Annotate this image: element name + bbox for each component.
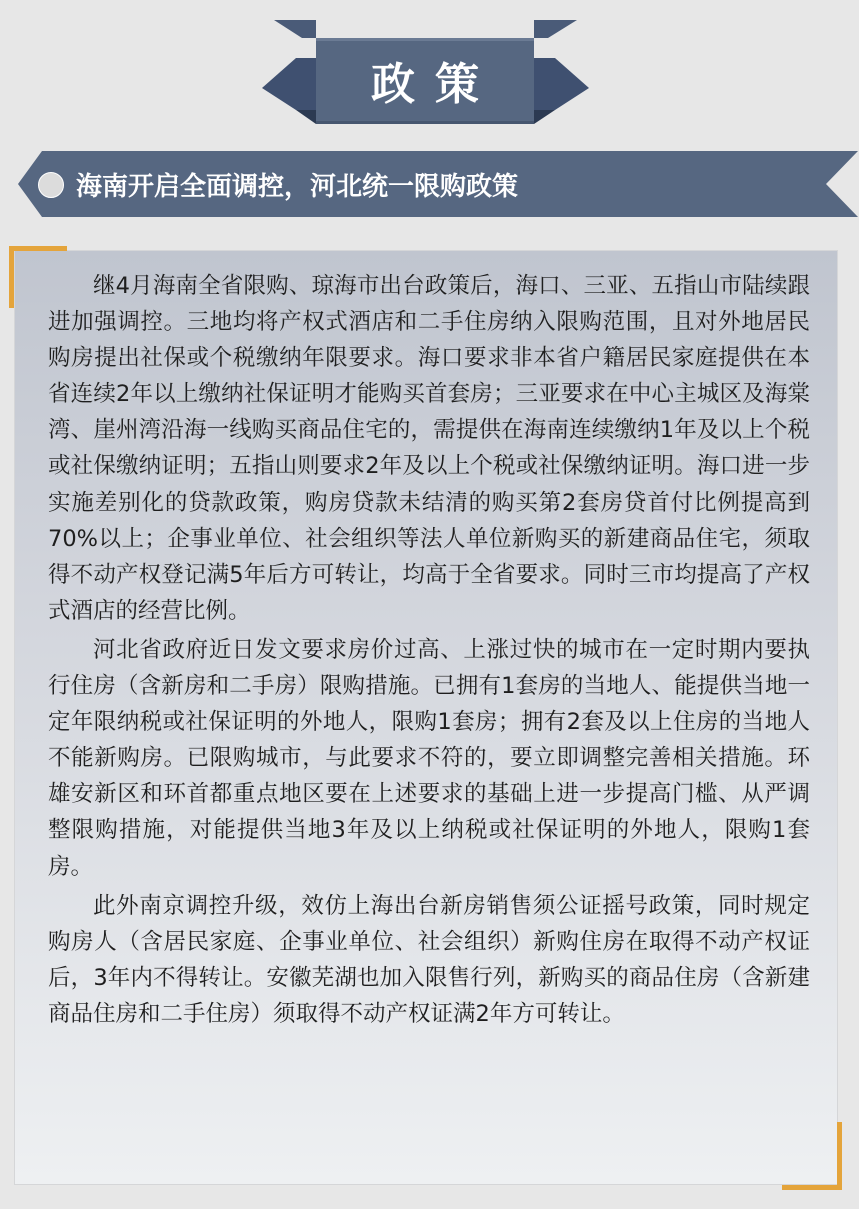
- section-title: 海南开启全面调控，河北统一限购政策: [76, 171, 519, 202]
- bullet-circle-icon: [38, 172, 64, 198]
- corner-bracket-bottom-right: [782, 1122, 842, 1190]
- section-header: [18, 151, 858, 217]
- paragraph-nanjing: 此外南京调控升级，效仿上海出台新房销售须公证摇号政策，同时规定购房人（含居民家庭、企事业单位、社会组织）新购住房在取得不动产权证后，3年内不得转让。安徽芜湖也加入限售行列，新购买的商品住房（含新建商品住房和二手住房）须取得不动产权证满2年方可转让。: [48, 892, 810, 1027]
- paragraph-hebei: 河北省政府近日发文要求房价过高、上涨过快的城市在一定时期内要执行住房（含新房和二手房）限购措施。已拥有1套房的当地人、能提供当地一定年限纳税或社保证明的外地人，限购1套房；拥有2套及以上住房的当地人不能新购房。已限购城市，与此要求不符的，要立即调整完善相关措施。环雄安新区和环首都重点地区要在上述要求的基础上进一步提高门槛、从严调整限购措施，对能提供当地3年及以上纳税或社保证明的外地人，限购1套房。: [48, 636, 810, 880]
- article-body: [48, 268, 810, 1035]
- title-banner: [262, 20, 589, 130]
- banner-title: 政策: [371, 59, 499, 110]
- paragraph-hainan: 继4月海南全省限购、琼海市出台政策后，海口、三亚、五指山市陆续跟进加强调控。三地均将产权式酒店和二手住房纳入限购范围，且对外地居民购房提出社保或个税缴纳年限要求。海口要求非本省户籍居民家庭提供在本省连续2年以上缴纳社保证明才能购买首套房；三亚要求在中心主城区及海棠湾、崖州湾沿海一线购买商品住宅的，需提供在海南连续缴纳1年及以上个税或社保缴纳证明；五指山则要求2年及以上个税或社保缴纳证明。海口进一步实施差别化的贷款政策，购房贷款未结清的购买第2套房贷首付比例提高到70%以上；企事业单位、社会组织等法人单位新购买的新建商品住宅，须取得不动产权登记满5年后方可转让，均高于全省要求。同时三市均提高了产权式酒店的经营比例。: [48, 273, 810, 624]
